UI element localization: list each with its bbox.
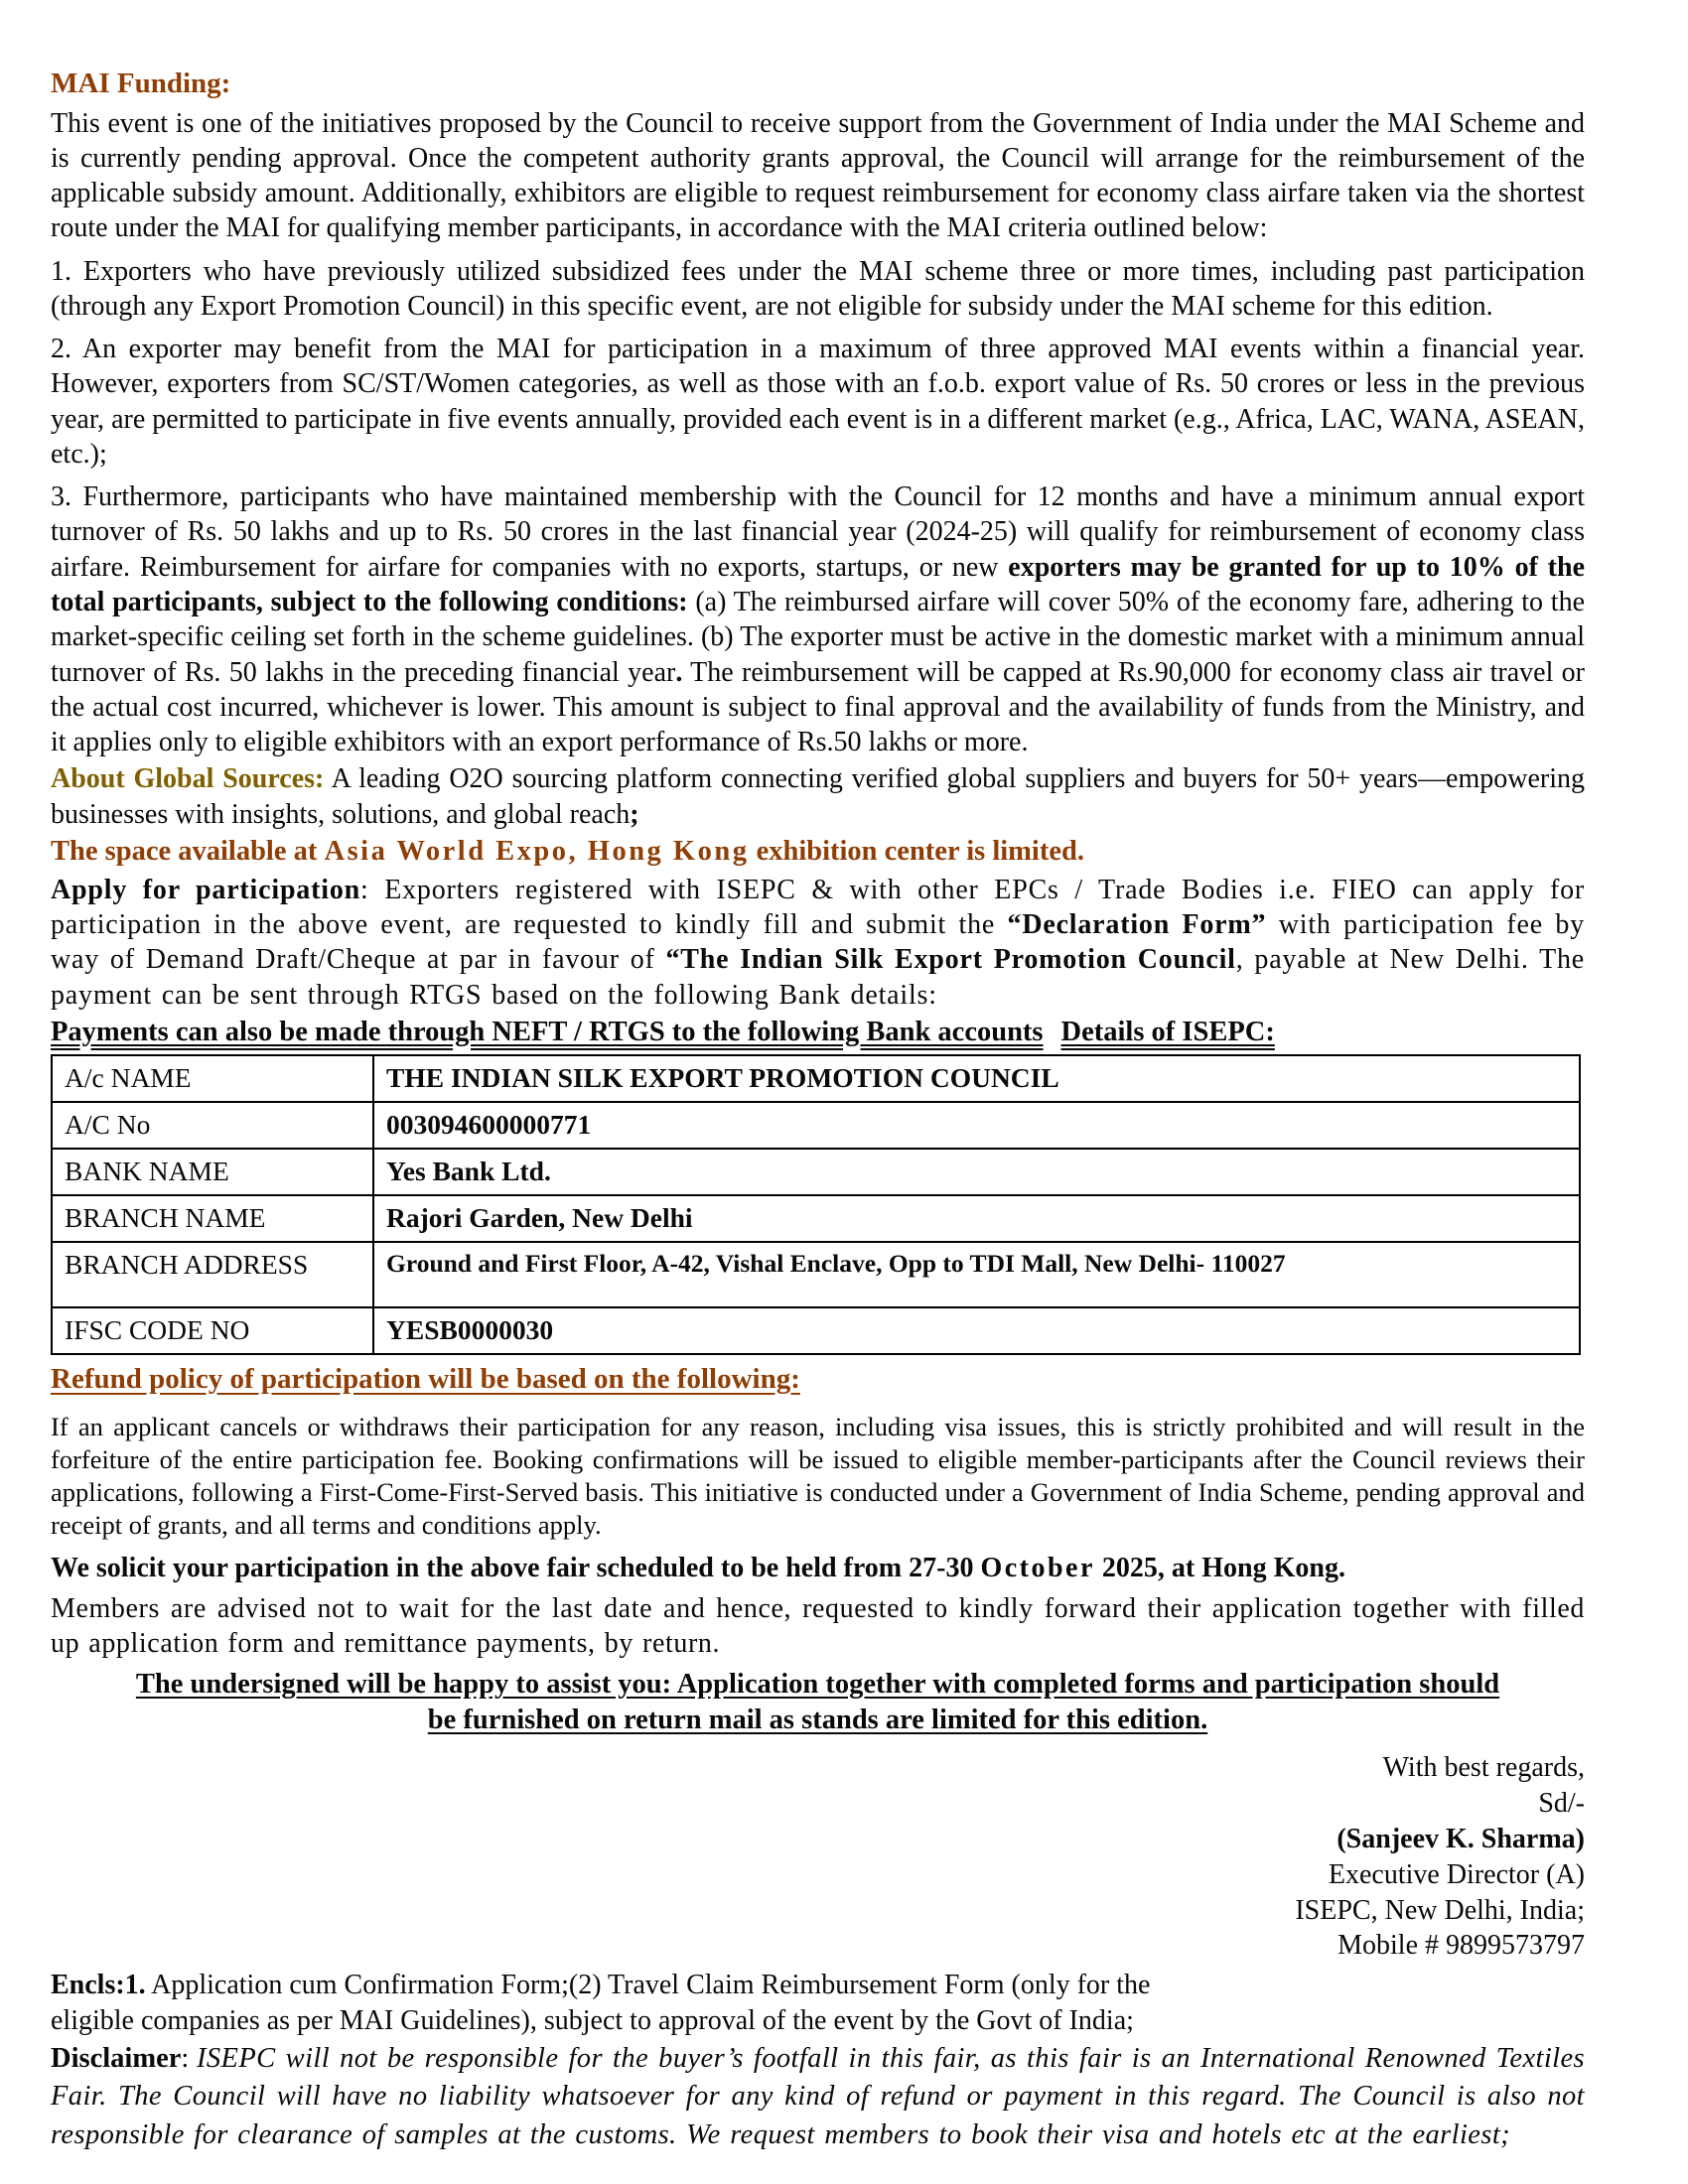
bank-row-label: A/C No: [52, 1102, 373, 1149]
solicit-month: October: [980, 1552, 1095, 1583]
solicit-paragraph: [51, 1551, 1585, 1585]
signatory-org: ISEPC, New Delhi, India;: [1295, 1894, 1585, 1926]
table-row: [52, 1102, 1580, 1149]
regards-line: With best regards,: [1382, 1752, 1585, 1784]
undersigned-note-text: The undersigned will be happy to assist you: Application together with completed forms and participation should be furnished on return mail as stands are limited for this edition.: [135, 1669, 1500, 1736]
point-1: [51, 254, 1585, 325]
members-paragraph: [51, 1591, 1585, 1662]
apply-text-1: : Exporters registered with ISEPC & with other EPCs / Trade Bodies i.e. FIEO can apply for participation in the above event, are requested to kindly fill and submit the: [51, 874, 1585, 941]
signatory-title: Executive Director (A): [1328, 1858, 1585, 1890]
signatory-mobile: Mobile # 9899573797: [1337, 1930, 1585, 1962]
apply-label: Apply for participation: [51, 874, 360, 905]
bank-row-value: Yes Bank Ltd.: [373, 1149, 1580, 1195]
point-3-pre: 3. Furthermore, participants who have maintained membership with the Council for 12 months and have a minimum annual export turnover of Rs. 50 lakhs and up to Rs. 50 crores in the last financial year (2024-25) will qualify for reimbursement of economy class airfare. Reimbursement for airfare for companies with no exports, startups, or new: [51, 481, 1585, 583]
signature-block: [51, 1750, 1585, 1964]
payments-heading-part1: Payments can also be made through NEFT / RTGS to the following Bank accounts: [51, 1016, 1044, 1047]
disclaimer-label: Disclaimer: [51, 2042, 182, 2074]
point-1-text: 1. Exporters who have previously utilized subsidized fees under the MAI scheme three or more times, including past participation (through any Export Promotion Council) in this specific event, are not eligible for subsidy under the MAI scheme for this edition.: [51, 255, 1585, 322]
point-2: [51, 332, 1585, 472]
bank-row-value: Rajori Garden, New Delhi: [373, 1195, 1580, 1242]
solicit-post: 2025, at Hong Kong.: [1094, 1552, 1345, 1583]
enclosures-label: Encls:1.: [51, 1970, 146, 2001]
bank-row-value: THE INDIAN SILK EXPORT PROMOTION COUNCIL: [373, 1055, 1580, 1102]
apply-participation: [51, 873, 1585, 1013]
bank-row-label: BANK NAME: [52, 1149, 373, 1195]
point-3: [51, 479, 1585, 759]
venue-name: Asia World Expo, Hong Kong: [324, 835, 750, 867]
about-global-sources-text: A leading O2O sourcing platform connecting verified global suppliers and buyers for 50+ years—empowering businesses with insights, solutions, and global reach: [51, 763, 1585, 830]
refund-policy-body: [51, 1411, 1585, 1541]
members-paragraph-text: Members are advised not to wait for the last date and hence, requested to kindly forward their application together with filled up application form and remittance payments, by return.: [51, 1592, 1585, 1660]
point-3-post: The reimbursement will be capped at Rs.90,000 for economy class air travel or the actual cost incurred, whichever is lower. This amount is subject to final approval and the availability of funds from the Ministry, and it applies only to eligible exhibitors with an export performance of Rs.50 lakhs or more.: [51, 656, 1586, 758]
mai-funding-intro: [51, 106, 1585, 246]
point-3-mid: (a) The reimbursed airfare will cover 50% of the economy fare, adhering to the market-specific ceiling set forth in the scheme guidelines. (b) The exporter must be active in the domestic market with a minimum annual turnover of Rs. 50 lakhs in the preceding financial year: [51, 586, 1586, 688]
apply-text-3: , payable at New Delhi. The payment can be sent through RTGS based on the following Bank details:: [51, 944, 1585, 1011]
declaration-form-label: “Declaration Form”: [1007, 909, 1267, 941]
council-name-bold: “The Indian Silk Export Promotion Council: [665, 944, 1236, 976]
disclaimer-colon: :: [181, 2042, 197, 2074]
point-3-dot: .: [675, 656, 683, 688]
bank-row-label: IFSC CODE NO: [52, 1307, 373, 1354]
enclosures-text: Application cum Confirmation Form;(2) Travel Claim Reimbursement Form (only for the eligible companies as per MAI Guidelines), subject to approval of the event by the Govt of India;: [51, 1970, 1151, 2036]
about-global-sources-label: About Global Sources:: [51, 763, 325, 795]
table-row: [52, 1242, 1580, 1307]
refund-policy-heading-text: Refund policy of participation will be based on the following:: [51, 1362, 800, 1395]
about-global-sources: [51, 761, 1585, 832]
table-row: [52, 1307, 1580, 1354]
refund-policy-heading: [51, 1361, 1585, 1398]
bank-row-label: BRANCH ADDRESS: [52, 1242, 373, 1307]
bank-row-value: 003094600000771: [373, 1102, 1580, 1149]
signatory-name: (Sanjeev K. Sharma): [1336, 1823, 1585, 1854]
mai-funding-intro-text: This event is one of the initiatives proposed by the Council to receive support from the Government of India under the MAI Scheme and is currently pending approval. Once the competent authority grants approval, the Council will arrange for the reimbursement of the applicable subsidy amount. Additionally, exhibitors are eligible to request reimbursement for economy class airfare taken via the shortest route under the MAI for qualifying member participants, in accordance with the MAI criteria outlined below:: [51, 107, 1585, 244]
sd-line: Sd/-: [1538, 1788, 1585, 1820]
bank-row-label: BRANCH NAME: [52, 1195, 373, 1242]
point-2-text: 2. An exporter may benefit from the MAI for participation in a maximum of three approved MAI events within a financial year. However, exporters from SC/ST/Women categories, as well as those with an f.o.b. export value of Rs. 50 crores or less in the previous year, are permitted to participate in five events annually, provided each event is in a different market (e.g., Africa, LAC, WANA, ASEAN, etc.);: [51, 334, 1585, 470]
bank-details-table: [51, 1054, 1581, 1355]
refund-policy-body-text: If an applicant cancels or withdraws their participation for any reason, including visa issues, this is strictly prohibited and will result in the forfeiture of the entire participation fee. Booking confirmations will be issued to eligible member-participants after the Council reviews their applications, following a First-Come-First-Served basis. This initiative is conducted under a Government of India Scheme, pending approval and receipt of grants, and all terms and conditions apply.: [51, 1412, 1585, 1540]
table-row: [52, 1149, 1580, 1195]
undersigned-note: [51, 1667, 1585, 1738]
point-3-bold: exporters may be granted for up to 10% of the total participants, subject to the following conditions:: [51, 551, 1586, 617]
about-global-sources-semicolon: ;: [630, 798, 639, 830]
bank-row-value: YESB0000030: [373, 1307, 1580, 1354]
apply-text-2: with participation fee by way of Demand Draft/Cheque at par in favour of: [51, 909, 1586, 976]
payments-heading: [51, 1015, 1585, 1050]
payments-heading-part2: Details of ISEPC:: [1060, 1016, 1275, 1047]
mai-funding-heading: MAI Funding:: [51, 68, 231, 99]
space-available-pre: The space available at: [51, 835, 325, 867]
bank-row-label: A/c NAME: [52, 1055, 373, 1102]
space-available-post: exhibition center is limited.: [749, 835, 1084, 867]
bank-row-value: Ground and First Floor, A-42, Vishal Enclave, Opp to TDI Mall, New Delhi- 110027: [373, 1242, 1580, 1307]
enclosures: [51, 1968, 1163, 2038]
table-row: [52, 1195, 1580, 1242]
disclaimer: [51, 2040, 1585, 2154]
table-row: [52, 1055, 1580, 1102]
solicit-pre: We solicit your participation in the above fair scheduled to be held from 27-30: [51, 1552, 981, 1583]
disclaimer-text: ISEPC will not be responsible for the buyer’s footfall in this fair, as this fair is an International Renowned Textiles Fair. The Council will have no liability whatsoever for any kind of refund or payment in this regard. The Council is also not responsible for clearance of samples at the customs. We request members to book their visa and hotels etc at the earliest;: [51, 2042, 1585, 2150]
space-available-line: [51, 834, 1585, 870]
